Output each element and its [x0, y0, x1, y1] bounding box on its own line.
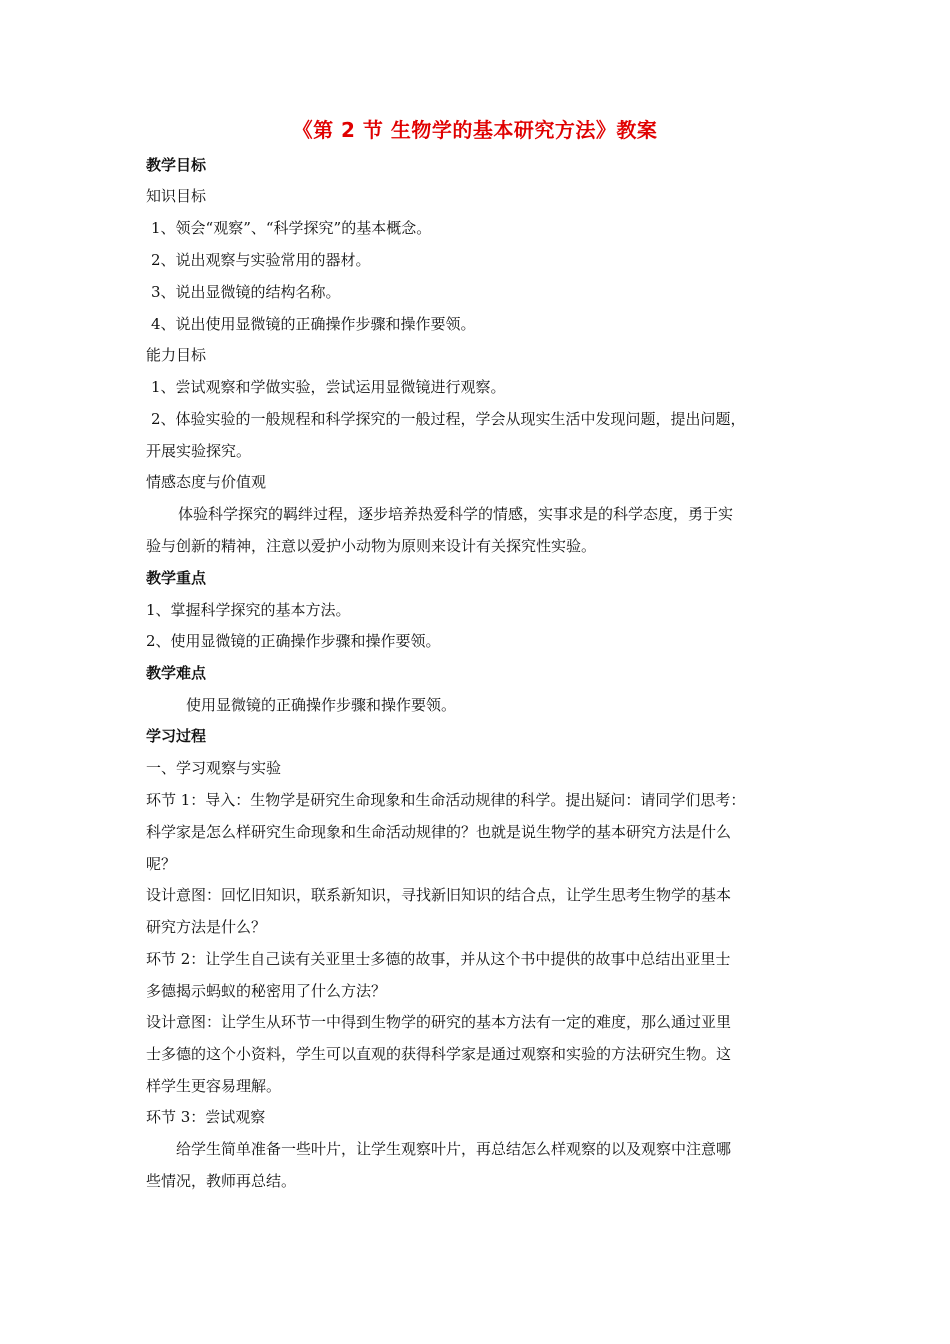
page-title: 《第 2 节 生物学的基本研究方法》教案: [292, 118, 658, 142]
label-ability: 能力目标: [146, 346, 207, 364]
process-line: 士多德的这个小资料，学生可以直观的获得科学家是通过观察和实验的方法研究生物。这: [146, 1045, 732, 1063]
attitude-text: 验与创新的精神，注意以爱护小动物为原则来设计有关探究性实验。: [146, 537, 597, 555]
process-line: 样学生更容易理解。: [146, 1077, 282, 1095]
process-line: 环节 1：导入：生物学是研究生命现象和生命活动规律的科学。提出疑问：请同学们思考：: [146, 791, 746, 809]
process-line: 设计意图：回忆旧知识，联系新知识，寻找新旧知识的结合点，让学生思考生物学的基本: [146, 886, 732, 904]
key-point-item: 2、使用显微镜的正确操作步骤和操作要领。: [146, 632, 441, 650]
process-line: 环节 2：让学生自己读有关亚里士多德的故事，并从这个书中提供的故事中总结出亚里士: [146, 950, 731, 968]
process-line: 多德揭示蚂蚁的秘密用了什么方法？: [146, 982, 387, 1000]
process-section-title: 一、学习观察与实验: [146, 759, 282, 777]
process-final-line: 给学生简单准备一些叶片，让学生观察叶片，再总结怎么样观察的以及观察中注意哪: [176, 1140, 732, 1158]
ability-item-continued: 开展实验探究。: [146, 442, 252, 460]
ability-item: 2、体验实验的一般规程和科学探究的一般过程，学会从现实生活中发现问题，提出问题，: [151, 410, 746, 428]
process-line: 环节 3：尝试观察: [146, 1108, 266, 1126]
knowledge-item: 4、说出使用显微镜的正确操作步骤和操作要领。: [151, 315, 476, 333]
label-knowledge: 知识目标: [146, 187, 207, 205]
process-line: 设计意图：让学生从环节一中得到生物学的研究的基本方法有一定的难度，那么通过亚里: [146, 1013, 732, 1031]
knowledge-item: 1、领会“观察”、“科学探究”的基本概念。: [151, 219, 432, 237]
process-line: 研究方法是什么？: [146, 918, 267, 936]
attitude-text: 体验科学探究的羁绊过程，逐步培养热爱科学的情感，实事求是的科学态度，勇于实: [178, 505, 734, 523]
ability-item: 1、尝试观察和学做实验，尝试运用显微镜进行观察。: [151, 378, 506, 396]
process-line: 科学家是怎么样研究生命现象和生命活动规律的？也就是说生物学的基本研究方法是什么: [146, 823, 732, 841]
difficulty-text: 使用显微镜的正确操作步骤和操作要领。: [186, 696, 457, 714]
process-line: 呢？: [146, 855, 177, 873]
label-attitude: 情感态度与价值观: [146, 473, 267, 491]
heading-key-points: 教学重点: [146, 569, 207, 587]
heading-process: 学习过程: [146, 727, 207, 745]
process-final-line: 些情况，教师再总结。: [146, 1172, 297, 1190]
key-point-item: 1、掌握科学探究的基本方法。: [146, 601, 351, 619]
heading-objectives: 教学目标: [146, 156, 207, 174]
knowledge-item: 2、说出观察与实验常用的器材。: [151, 251, 371, 269]
knowledge-item: 3、说出显微镜的结构名称。: [151, 283, 341, 301]
heading-difficulties: 教学难点: [146, 664, 207, 682]
